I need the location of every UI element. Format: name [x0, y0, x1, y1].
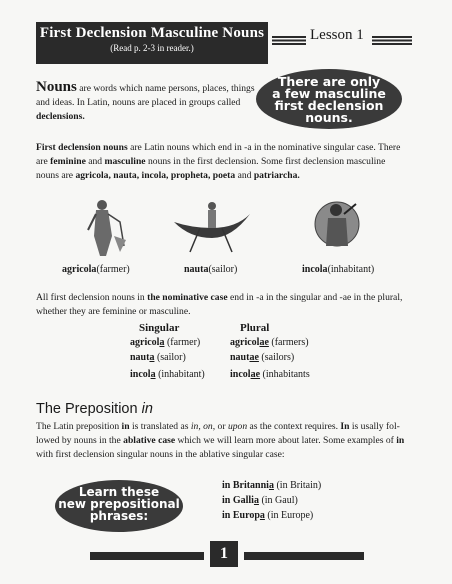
- lesson-label: Lesson 1: [310, 27, 364, 43]
- caption-gloss: (farmer): [96, 264, 130, 275]
- caption-latin: agricola: [62, 264, 97, 275]
- text: and: [237, 170, 252, 181]
- phrase-ending: a: [253, 495, 259, 506]
- inhabitant-illustration: [314, 196, 360, 254]
- term: in: [396, 435, 405, 446]
- singular-cell: [130, 337, 200, 348]
- term: ablative case: [123, 435, 176, 446]
- text: lowed by nouns in the: [36, 435, 121, 446]
- caption-sailor: [184, 264, 237, 275]
- phrase-ending: a: [268, 480, 274, 491]
- reading-note: (Read p. 2-3 in reader.): [110, 43, 194, 53]
- text: which we will learn more about later. Some examples of: [177, 435, 394, 446]
- callout-line: first declension: [274, 98, 384, 113]
- term: masculine: [104, 156, 146, 167]
- caption-farmer: [62, 264, 130, 275]
- footer-rule-right: [244, 552, 364, 560]
- gloss: (sailor): [154, 352, 186, 363]
- term: the nominative case: [147, 292, 228, 303]
- term: in, on,: [190, 421, 216, 432]
- stem: incol: [130, 369, 151, 380]
- ending: ae: [259, 337, 269, 348]
- ending: a: [149, 352, 155, 363]
- caption-latin: incola: [302, 264, 328, 275]
- nominative-paragraph: [36, 291, 416, 319]
- declensions-term: declensions.: [36, 111, 85, 122]
- phrase-item: [222, 510, 313, 521]
- gloss: (sailors): [258, 352, 295, 363]
- plural-header: Plural: [240, 322, 270, 334]
- footer-rule-left: [90, 552, 204, 560]
- stem: incol: [230, 369, 251, 380]
- text: nouns are: [36, 170, 74, 181]
- term: In: [340, 421, 350, 432]
- section-heading: [36, 401, 153, 417]
- caption-gloss: (inhabitant): [327, 264, 375, 275]
- phrase-latin: in Galli: [222, 495, 254, 506]
- decorative-rule-left: [272, 36, 306, 45]
- text: All first declension nouns in: [36, 292, 145, 303]
- phrase-latin: in Europ: [222, 510, 260, 521]
- phrase-item: [222, 480, 321, 491]
- phrase-item: [222, 495, 298, 506]
- page-number: 1: [210, 541, 238, 567]
- intro-paragraph: [36, 80, 256, 124]
- caption-gloss: (sailor): [208, 264, 238, 275]
- phrase-gloss: (in Britain): [273, 480, 322, 491]
- noun-list: agricola, nauta, incola, propheta, poeta: [75, 170, 236, 181]
- heading-text: The Preposition: [36, 401, 138, 417]
- noun-list: patriarcha.: [253, 170, 300, 181]
- phrase-gloss: (in Europe): [264, 510, 314, 521]
- text: with first declension singular nouns in the ablative singular case:: [36, 449, 285, 460]
- text: is usally fol-: [351, 421, 400, 432]
- caption-latin: nauta: [184, 264, 209, 275]
- term: upon: [227, 421, 248, 432]
- singular-cell: [130, 369, 205, 380]
- decorative-rule-right: [372, 36, 412, 45]
- text: whether they are feminine or masculine.: [36, 306, 191, 317]
- text: or: [217, 421, 226, 432]
- stem: naut: [130, 352, 150, 363]
- gloss: (inhabitants: [260, 369, 310, 380]
- intro-text: are words which name persons, places, things: [79, 83, 255, 94]
- text: end in -a in the singular and -ae in the plural,: [230, 292, 403, 303]
- page-title: First Declension Masculine Nouns: [39, 25, 265, 41]
- plural-cell: [230, 337, 309, 348]
- stem: naut: [230, 352, 250, 363]
- callout-line: nouns.: [305, 110, 353, 125]
- callout-line: a few masculine: [272, 86, 386, 101]
- phrase-gloss: (in Gaul): [258, 495, 298, 506]
- nouns-word: Nouns: [36, 79, 77, 95]
- singular-header: Singular: [139, 322, 180, 334]
- ending: ae: [249, 352, 259, 363]
- first-declension-paragraph: [36, 141, 416, 183]
- phrase-ending: a: [259, 510, 265, 521]
- text: and: [88, 156, 103, 167]
- text: is translated as: [131, 421, 189, 432]
- term: in: [121, 421, 130, 432]
- farmer-illustration: [80, 196, 130, 260]
- intro-text: and ideas. In Latin, nouns are placed in groups called: [36, 97, 241, 108]
- callout-masculine-nouns: [256, 69, 402, 129]
- heading-word: in: [141, 401, 153, 417]
- phrase-latin: in Britanni: [222, 480, 269, 491]
- term: First declension nouns: [36, 142, 128, 153]
- preposition-paragraph: [36, 420, 416, 462]
- ending: a: [159, 337, 165, 348]
- callout-line: There are only: [277, 74, 381, 89]
- callout-learn-phrases: [55, 480, 183, 532]
- plural-cell: [230, 352, 294, 363]
- term: feminine: [50, 156, 86, 167]
- callout-line: new prepositional: [58, 497, 180, 511]
- text: nouns in the first declension. Some first declension masculine: [147, 156, 386, 167]
- text: as the context requires.: [249, 421, 338, 432]
- callout-line: phrases:: [89, 509, 149, 523]
- stem: agricol: [230, 337, 260, 348]
- plural-cell: [230, 369, 310, 380]
- text: The Latin preposition: [36, 421, 120, 432]
- text: are Latin nouns which end in -a in the nominative singular case. There: [130, 142, 401, 153]
- text: are: [36, 156, 48, 167]
- singular-cell: [130, 352, 186, 363]
- ending: ae: [250, 369, 261, 380]
- title-banner: [36, 22, 268, 64]
- caption-inhabitant: [302, 264, 374, 275]
- gloss: (farmer): [164, 337, 201, 348]
- ending: a: [150, 369, 156, 380]
- sailor-boat-illustration: [170, 198, 254, 256]
- callout-line: Learn these: [78, 485, 160, 499]
- gloss: (inhabitant): [155, 369, 205, 380]
- gloss: (farmers): [268, 337, 309, 348]
- stem: agricol: [130, 337, 160, 348]
